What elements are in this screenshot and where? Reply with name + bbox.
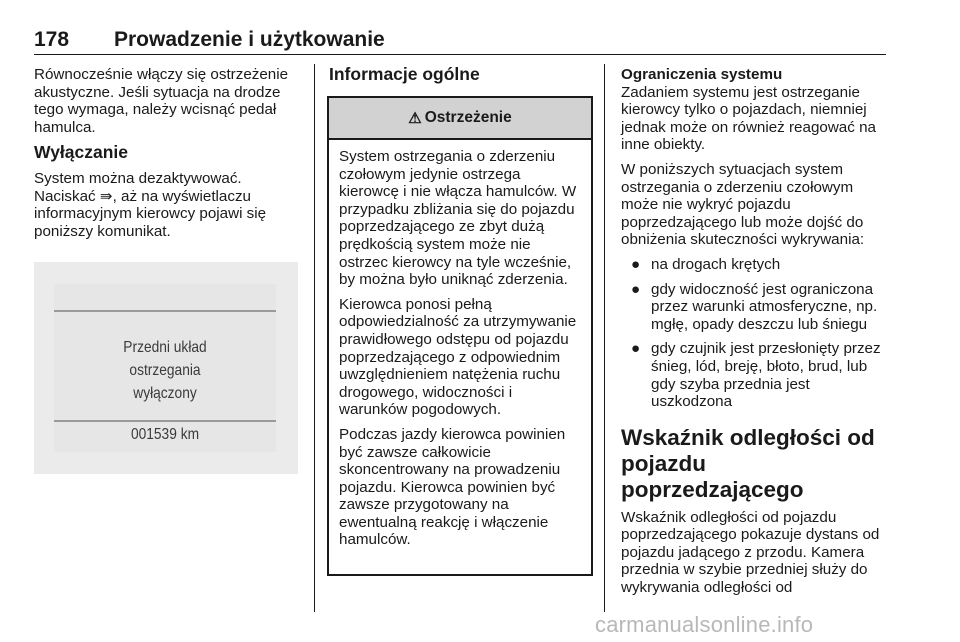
list-item-text: gdy czujnik jest przesłonięty przez śnieg, lód, breję, błoto, brud, lub gdy szyba przednia jest uszkodzona [651, 340, 881, 411]
warning-body [329, 140, 591, 549]
list-item-text: na drogach krętych [651, 255, 781, 273]
site-watermark: carmanualsonline.info [595, 612, 814, 637]
disable-text-start: System można dezaktywować. Naciskać [34, 169, 242, 205]
display-bottom-line [54, 420, 276, 422]
display-message [70, 336, 261, 405]
distance-indicator-paragraph: Wskaźnik odległości od pojazdu poprzedzającego pokazuje dystans od pojazdu jadącego z przodu. Kamera przednia w szybie przedniej służy do wykrywania odległości od [621, 508, 880, 597]
warning-paragraph-3: Podczas jazdy kierowca powinien być zawsze całkowicie skoncentrowany na prowadzeniu pojazdu. Kierowca powinien być zawsze przygotowany na ewentualną reakcję i włączenie hamulców. [339, 425, 566, 549]
disable-text-end: , aż na wyświetlaczu informacyjnym kierowcy pojawi się poniższy komunikat. [34, 187, 267, 240]
right-column [621, 66, 889, 604]
bullet-icon: ● [631, 255, 641, 273]
warning-box [327, 96, 593, 576]
list-item [621, 256, 889, 274]
limitations-paragraph-1: Zadaniem systemu jest ostrzeganie kierowcy tylko o pojazdach, niemniej jednak może on również reagować na inne obiekty. [621, 83, 876, 154]
section-heading-disable: Wyłączanie [34, 142, 129, 163]
display-odometer: 001539 km [130, 426, 200, 443]
list-item-text: gdy widoczność jest ograniczona przez warunki atmosferyczne, np. mgłę, opady deszczu lub śniegu [651, 280, 878, 333]
intro-paragraph: Równocześnie włączy się ostrzeżenie akustyczne. Jeśli sytuacja na drodze tego wymaga, należy wcisnąć pedał hamulca. [34, 66, 289, 136]
left-column [34, 66, 298, 247]
column-divider-right [604, 64, 605, 612]
page-header [34, 28, 886, 52]
display-screen [54, 284, 276, 452]
warning-paragraph-2: Kierowca ponosi pełną odpowiedzialność za utrzymywanie prawidłowego odstępu od pojazdu poprzedzającego z odpowiednim uwzględnieniem natężenia ruchu drogowego, widoczności i warunków pogodowych. [339, 295, 577, 419]
section-heading-distance-indicator: Wskaźnik odległości od pojazdu poprzedzającego [621, 424, 875, 502]
list-item [621, 340, 889, 410]
warning-triangle-icon: ⚠ [408, 110, 422, 127]
driver-info-display-illustration [34, 262, 298, 474]
bullet-icon: ● [631, 340, 641, 358]
warning-header [329, 98, 591, 140]
display-message-line-3: wyłączony [133, 385, 197, 402]
list-item [621, 281, 889, 334]
limitations-paragraph-2: W poniższych sytuacjach system ostrzegania o zderzeniu czołowym może nie wykryć pojazdu poprzedzającego lub może dojść do obniżenia skuteczności wykrywania: [621, 160, 865, 249]
warning-paragraph-1: System ostrzegania o zderzeniu czołowym jedynie ostrzega kierowcę i nie włącza hamulców. W przypadku zbliżania się do pojazdu poprzedzającego ze zbyt dużą prędkością system może nie ostrzec kierowcy na tyle wcześnie, by można było uniknąć zderzenia. [339, 148, 577, 289]
display-top-line [54, 310, 276, 312]
header-divider [34, 54, 886, 55]
display-message-line-2: ostrzegania [129, 362, 201, 379]
disable-paragraph [34, 170, 298, 240]
column-divider-left [314, 64, 315, 612]
section-heading-general-info: Informacje ogólne [329, 64, 480, 84]
display-message-line-1: Przedni układ [123, 339, 207, 356]
page-number: 178 [34, 28, 70, 51]
warning-title: Ostrzeżenie [424, 109, 512, 126]
middle-column [329, 66, 591, 92]
section-heading-limitations: Ograniczenia systemu [621, 66, 783, 83]
bullet-icon: ● [631, 280, 641, 298]
assist-button-icon: ⇛ [99, 187, 113, 205]
chapter-title: Prowadzenie i użytkowanie [114, 28, 385, 51]
